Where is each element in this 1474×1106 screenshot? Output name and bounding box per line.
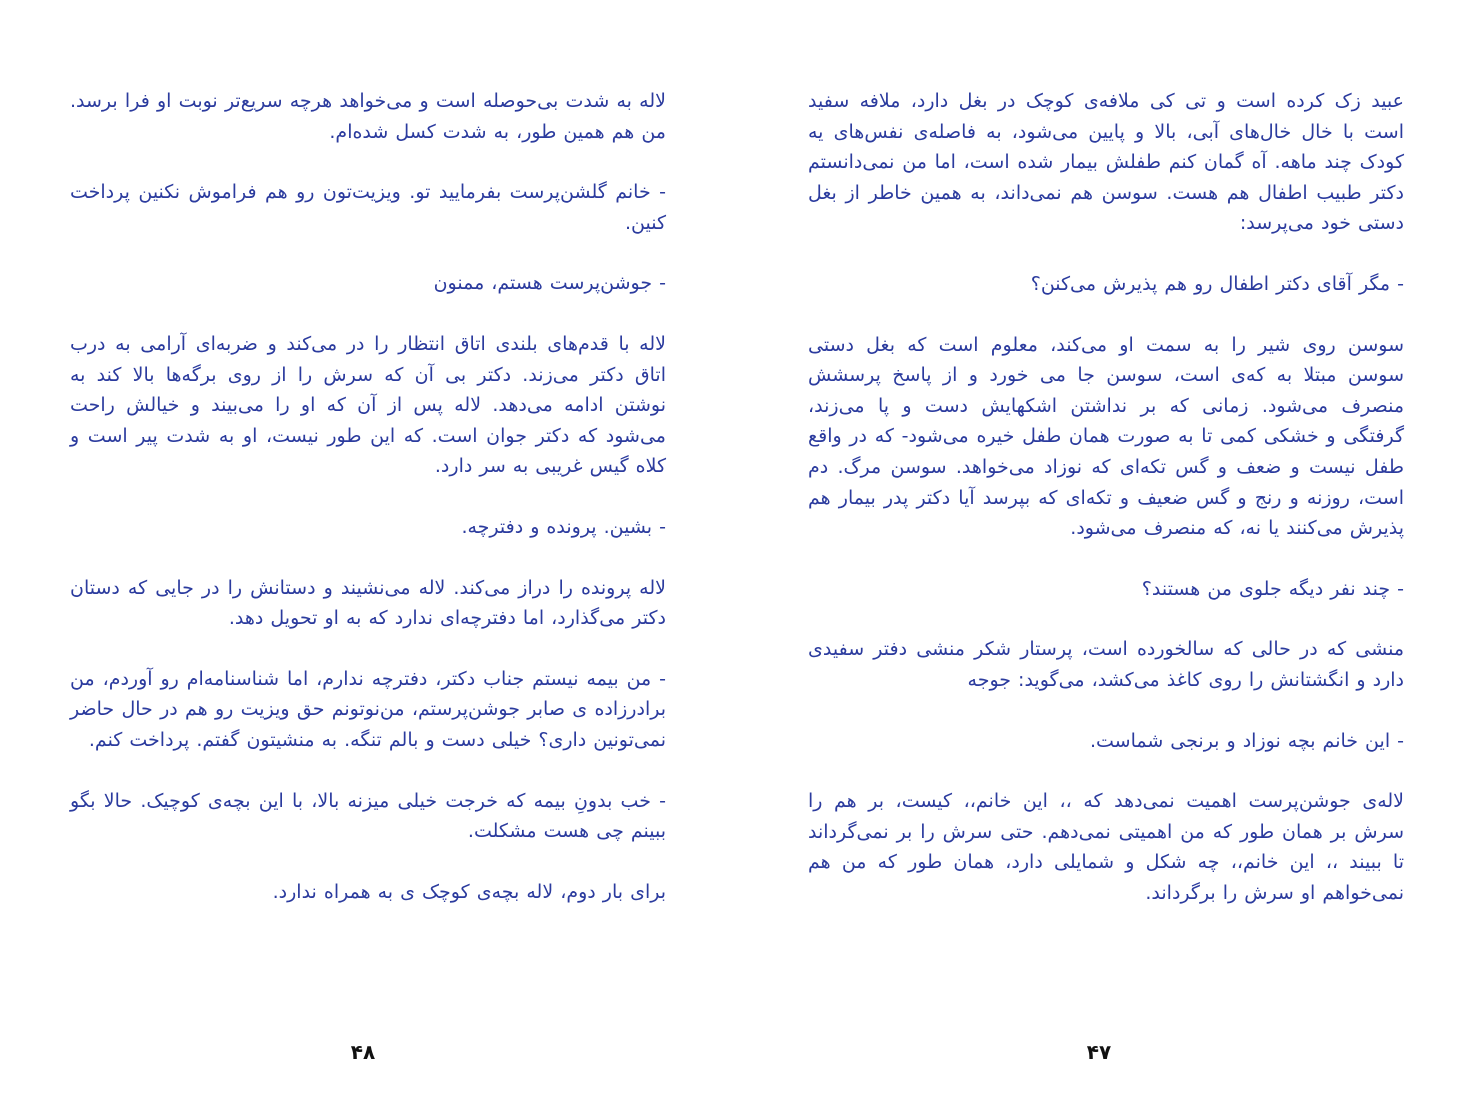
page-number-right: ۴۷ [1086, 1040, 1112, 1064]
paragraph: - چند نفر دیگه جلوی من هستند؟ [1141, 577, 1404, 600]
paragraph: - خانم گلشن‌پرست بفرمایید تو. ویزیت‌تون رو هم فراموش نکنین پرداخت کنین. [70, 181, 666, 234]
paragraph: - این خانم بچه نوزاد و برنجی شماست. [1089, 729, 1404, 752]
paragraph: - مگر آقای دکتر اطفال رو هم پذیرش می‌کنن؟ [1030, 272, 1404, 295]
paragraph: لاله به شدت بی‌حوصله است و می‌خواهد هرچه سریع‌تر نوبت او فرا برسد. من هم همین طور، به شدت کسل شده‌ام. [70, 90, 666, 143]
paragraph: لاله پرونده را دراز می‌کند. لاله می‌نشیند و دستانش را در جایی که دستان دکتر می‌گذارد، اما دفترچه‌ای ندارد که به او تحویل دهد. [70, 576, 666, 630]
left-page [70, 86, 666, 1096]
page-number-left: ۴۸ [350, 1040, 376, 1064]
paragraph: - من بیمه نیستم جناب دکتر، دفترچه ندارم، اما شناسنامه‌ام رو آوردم، من برادرزاده ی صابر جوشن‌پرستم، من‌نوتونم حق ویزیت رو هم در حال حاضر نمی‌تونین داری؟ خیلی دست و بالم تنگه. به منشیتون گفتم. پرداخت کنم. [70, 667, 666, 751]
right-page [808, 86, 1404, 1096]
paragraph: سوسن روی شیر را به سمت او می‌کند، معلوم است که بغل دستی سوسن مبتلا به که‌ی است، سوسن جا می خورد و از پاسخ پرسشش منصرف می‌شود. زمانی که بر نداشتن اشکهایش دست و پا می‌زند، گرفتگی و خشکی کمی تا به صورت همان طفل خیره می‌شود- که در واقع طفل نیست و ضعف و گس تکه‌ای که نوزاد می‌خواهد. سوسن مرگ. دم است، روزنه و رنج و گس ضعیف و تکه‌ای که بپرسد آیا دکتر پدر بیمار هم پذیرش می‌کنند یا نه، که منصرف می‌شود. [808, 333, 1404, 540]
paragraph: برای بار دوم، لاله بچه‌ی کوچک ی به همراه ندارد. [272, 880, 666, 903]
paragraph: لاله‌ی جوشن‌پرست اهمیت نمی‌دهد که ،، این خانم،، کیست، بر هم را سرش بر همان طور که من اهمیتی نمی‌دهم. حتی سرش را بر نمی‌گرداند تا ببیند ،، این خانم،، چه شکل و شمایلی دارد، همان طور که من هم نمی‌خواهم او سرش را برگرداند. [808, 790, 1404, 904]
paragraph: - بشین. پرونده و دفترچه. [461, 515, 666, 538]
paragraph: - جوشن‌پرست هستم، ممنون [433, 272, 666, 295]
paragraph: عبید زک کرده است و تی کی ملافه‌ی کوچک در بغل دارد، ملافه سفید است با خال خال‌های آبی، بالا و پایین می‌شود، به فاصله‌ی نفس‌های یه کودک چند ماهه. آه گمان کنم طفلش بیمار شده است، اما من نمی‌دانستم دکتر طبیب اطفال هم هست. سوسن هم نمی‌داند، به همین خاطر از بغل دستی خود می‌پرسد: [808, 90, 1404, 235]
paragraph: - خب بدونِ بیمه که خرجت خیلی میزنه بالا، با این بچه‌ی کوچیک. حالا بگو ببینم چی هست مشکلت. [70, 789, 666, 843]
paragraph: منشی که در حالی که سالخورده است، پرستار شکر منشی دفتر سفیدی دارد و انگشتانش را روی کاغذ می‌کشد، می‌گوید: جوجه [808, 638, 1404, 691]
paragraph: لاله با قدم‌های بلندی اتاق انتظار را در می‌کند و ضربه‌ای آرامی به درب اتاق دکتر می‌زند. دکتر بی آن که سرش را از روی برگه‌ها بالا کند به نوشتن ادامه می‌دهد. لاله پس از آن که او را می‌بیند و خیالش راحت می‌شود که دکتر جوان است. که این طور نیست، او به شدت پیر است و کلاه گیس غریبی به سر دارد. [70, 332, 666, 478]
